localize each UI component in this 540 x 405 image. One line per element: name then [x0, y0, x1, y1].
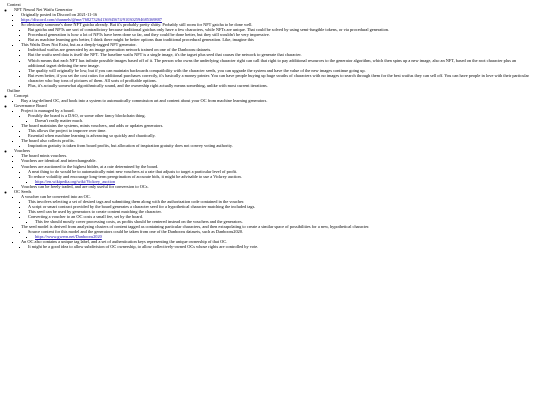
list-item-text: This allows the project to improve over time. [28, 128, 107, 134]
list-item [21, 164, 534, 184]
bullet-list [21, 47, 534, 87]
list-item [28, 73, 534, 83]
list-item-text: Inspiration gratuity is taken from board profits, but allocation of inspiration gratuity does not convey voting authority. [28, 143, 233, 149]
list-item-text: The board mints vouchers. [21, 153, 68, 159]
list-item-text: To reduce volatility and encourage long-term peregrination of accurate bids, it might be advisable to use a Vickrey auction. [28, 173, 242, 179]
list-item-text: The board also collects profits. [21, 138, 75, 144]
list-item-text: This involves selecting a set of desired tags and submitting them along with the authorization code contained in the voucher. [28, 198, 245, 204]
list-item-text: OC Seeds [14, 188, 32, 194]
list-item-text: Which means that each NFT has infinite possible images based off of it. The person who owns the underlying character right can call that right to pay additional resources to the generator algorithm, which then spins up a new image, also an NFT, based on the root character plus an additional tagset defining the new image. [28, 57, 517, 68]
list-item-text: But the waifu seed data is itself the NFT. The baseline waifu NFT is a single image, it's the tagset plus seed that causes the network to generate that character. [28, 52, 302, 58]
list-item [21, 239, 534, 249]
list-item [7, 88, 534, 250]
list-item-text: Project is managed by a board. [21, 107, 75, 113]
list-item-text: Essential when machine learning is advancing so quickly and chaotically. [28, 133, 156, 139]
list-item-text: Vouchers are auctioned to the highest bidder, at a rate determined by the board. [21, 163, 159, 169]
list-item [21, 42, 534, 87]
list-item-text: A neat thing to do would be to automatically mint new vouchers at a rate that adjusts to target a particular level of profit. [28, 168, 238, 174]
list-item-text: Procedural generation is how a lot of NFTs have been done so far, and they could be done better, but they still wouldn't be very impressive. [28, 32, 270, 38]
list-item [21, 224, 534, 239]
list-item-text: An OC also contains a unique tag label, and a set of authentication keys representing the unique ownership of that OC. [21, 239, 228, 245]
list-item-text: Converting a voucher to an OC costs a small fee, set by the board. [28, 213, 143, 219]
bullet-list [14, 108, 534, 148]
bullet-list [21, 27, 534, 42]
list-item-text: Vouchers are identical and interchangeable. [21, 158, 97, 164]
list-item [14, 189, 534, 250]
list-item [14, 103, 534, 148]
list-item-text: Buy a tag-defined OC, and hook into a system to automatically commission art and content about your OC from machine learning generators. [21, 97, 268, 103]
bullet-list [21, 113, 534, 123]
bullet-list [21, 199, 534, 224]
list-item [21, 194, 534, 224]
list-item-text: Possibly the board is a DAO, or some other fancy blockchain thing. [28, 113, 146, 119]
list-item-text: It might be a good idea to allow subdivision of OC ownership, to allow collectively-owned OCs whose rights are controlled by vote. [28, 244, 259, 250]
bullet-list [21, 128, 534, 138]
list-item [28, 229, 534, 239]
list-item-text: This fee should mostly cover processing costs, as profits should be centered instead on the vouchers and the generators. [35, 219, 243, 225]
list-item-text: Doesn't really matter much. [35, 118, 84, 124]
list-item [14, 93, 534, 103]
bullet-list [14, 12, 534, 88]
bullet-list [21, 244, 534, 249]
list-item-text: The seed model is derived from analyzing clusters of content tagged as containing particular characters, and then extrapolating to create a similar space of possibilities for a new, hypothetical character. [21, 224, 370, 230]
bullet-list [14, 153, 534, 188]
list-item [21, 108, 534, 123]
list-item-text: But even better, if you set the cost ratios for additional purchases correctly, it's basically a money printer. You can have people buying up huge swaths of characters with no images to search through them for the best waifus they can sell off. You can have people in love with their particular character who buy tons of pictures of them. All sorts of profitable options. [28, 72, 529, 83]
list-item-text: NFT Neural Net Waifu Generator [14, 7, 73, 13]
list-item [21, 22, 534, 42]
list-item-text: A voucher can be converted into an OC. [21, 193, 91, 199]
link[interactable]: https://www.gwern.net/Danbooru2020 [35, 234, 102, 240]
list-item-text: So obviously someone's done NFT gatcha already. But it's probably pretty shitty. Probably still room for NFT gatcha to be done well. [21, 22, 253, 28]
list-item [21, 138, 534, 148]
bullet-list [21, 229, 534, 239]
list-item-text: Source content for this model and the generators could be taken from one of the Danbooru datasets, such as Danbooru2020. [28, 229, 244, 235]
list-item-text: The quality will originally be low, but if you can maintain backwards compatibility with the character seeds, you can upgrade the system and have the value of the new images continue going up. [28, 67, 366, 73]
list-item [28, 244, 534, 249]
bullet-list [7, 7, 534, 88]
list-item-text: But gatcha and NFTs are sort of contradictory because traditional gatchas only have a few characters, while NFTs are unique. That could be solved by using semi-fungible tokens, or via procedural generation. [28, 27, 390, 33]
list-item [28, 174, 534, 184]
list-item-text: Individual waifus are generated by an image generation network trained on one of the Danbooru datasets. [28, 47, 212, 53]
list-item [14, 148, 534, 188]
list-item-text: Plus, it's actually somewhat algorithmically sound, and the ownership right actually means something, unlike with most current iterations. [28, 82, 268, 88]
list-item [28, 214, 534, 224]
list-item [14, 7, 534, 88]
link[interactable]: https://discord.com/channels/@me/768273264136945674/910302594685369887 [21, 17, 162, 23]
list-item-text: This Waifu Does Not Exist, but as a deeply-tagged NFT generator. [21, 42, 137, 48]
list-item-text: Vouchers can be freely traded, and are only useful for conversion to OCs. [21, 183, 149, 189]
list-item [21, 123, 534, 138]
list-item [28, 113, 534, 123]
list-item-text: But as machine learning gets better, I think there might be better options than traditional procedural generation. Like, imagine this [28, 37, 254, 43]
list-item-text: Governance Board [14, 102, 47, 108]
list-item-text: Outline [7, 87, 21, 93]
list-item-text: This seed can be used by generators to create content matching the character. [28, 208, 162, 214]
list-item-text: A script or smart contract provided by the board generates a character seed for a hypothetical character matching the included tags. [28, 203, 256, 209]
link[interactable]: https://en.wikipedia.org/wiki/Vickrey_auction [35, 178, 116, 184]
bullet-list [21, 169, 534, 184]
list-item [7, 2, 534, 88]
list-item-text: Vouchers [14, 148, 31, 154]
list-item-text: The board maintains the systems, mints vouchers, and adds or updates generators. [21, 123, 164, 129]
bullet-list [0, 2, 534, 249]
bullet-list [7, 93, 534, 249]
list-item [28, 58, 534, 68]
list-item-text: Originally posted in Discord on 2021-11-16 [21, 12, 98, 18]
bullet-list [14, 194, 534, 250]
list-item-text: Concept [14, 92, 29, 98]
list-item-text: Context [7, 2, 21, 7]
